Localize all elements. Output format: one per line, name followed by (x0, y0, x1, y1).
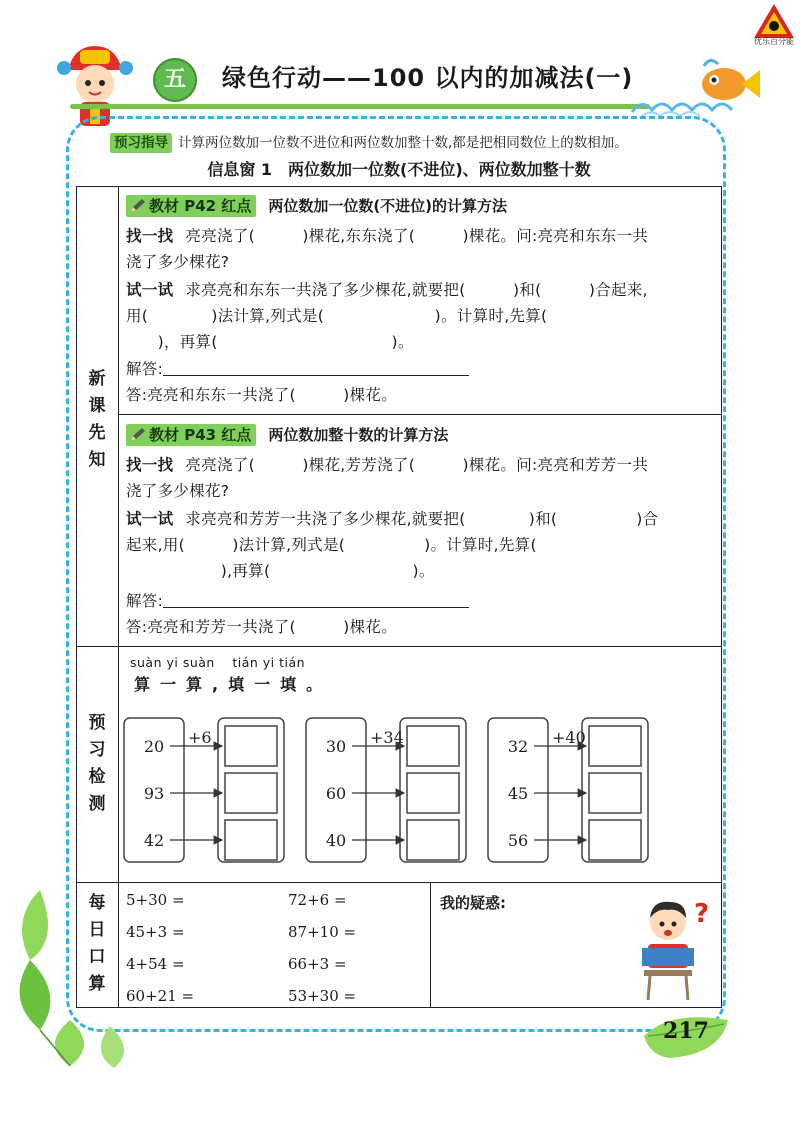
publisher-logo-text: 优乐百分能 (754, 37, 794, 46)
section2-header (126, 424, 448, 446)
input-number: 40 (325, 831, 347, 850)
task-pinyin: suàn yi suàn tián yi tián (130, 655, 306, 670)
answer-box[interactable] (407, 726, 459, 766)
row-divider (76, 882, 722, 883)
answer-box[interactable] (589, 820, 641, 860)
section1-solve: 解答: (126, 356, 716, 382)
pencil-icon (129, 198, 147, 214)
page-number: 217 (663, 1018, 709, 1044)
task-instruction: 算一算,填一填。 (134, 675, 333, 694)
leaves-decoration-icon (10, 830, 160, 1070)
oral-divider (430, 882, 431, 1008)
section1-answer: 答:亮亮和东东一共浇了( )棵花。 (126, 386, 398, 404)
input-number: 45 (507, 784, 529, 803)
answer-box[interactable] (225, 726, 277, 766)
section1-find: 找一找 亮亮浇了( )棵花,东东浇了( )棵花。问:亮亮和东东一共 浇了多少棵花? (126, 227, 649, 271)
section1-tag: 教材 P42 红点 (126, 195, 256, 217)
answer-line[interactable] (163, 359, 469, 376)
preview-tip-tag: 预习指导 (110, 133, 172, 153)
section2-tag: 教材 P43 红点 (126, 424, 256, 446)
pencil-icon (129, 427, 147, 443)
info-window-title: 信息窗 1 两位数加一位数(不进位)、两位数加整十数 (207, 160, 591, 179)
answer-box[interactable] (407, 773, 459, 813)
answer-box[interactable] (225, 820, 277, 860)
section1-try: 试一试 求亮亮和东东一共浇了多少棵花,就要把( )和( )合起来, 用( )法计算,列式是( )。计算时,先算( )，再算( )。 (126, 281, 648, 351)
answer-box[interactable] (225, 773, 277, 813)
oral-col1-item: 4+54 = (126, 955, 185, 973)
answer-box[interactable] (589, 726, 641, 766)
operation-label: +6 (188, 728, 212, 747)
input-number: 32 (507, 737, 529, 756)
side-label-daily-oral: 每 日 口 算 (88, 893, 106, 994)
answer-box[interactable] (407, 820, 459, 860)
input-number: 60 (325, 784, 347, 803)
answer-line[interactable] (163, 591, 469, 608)
my-doubt-label: 我的疑惑: (440, 894, 506, 912)
oral-col1-item: 45+3 = (126, 923, 185, 941)
side-label-preview-check: 预 习 检 测 (88, 713, 106, 814)
oral-col2-item: 87+10 = (288, 923, 357, 941)
input-number: 93 (143, 784, 165, 803)
input-number: 56 (507, 831, 529, 850)
section-divider (118, 414, 722, 415)
header-divider (70, 104, 650, 109)
section2-title: 两位数加整十数的计算方法 (268, 426, 449, 444)
section1-title: 两位数加一位数(不进位)的计算方法 (268, 197, 508, 215)
section2-try: 试一试 求亮亮和芳芳一共浇了多少棵花,就要把( )和( )合 起来,用( )法计算,列式是( )。计算时,先算( ),再算( )。 (126, 510, 659, 580)
question-mark-text: ? (694, 899, 710, 929)
addition-boxes (118, 700, 722, 880)
unit-title: 绿色行动——100 以内的加减法(一) (222, 64, 634, 92)
section2-answer: 答:亮亮和芳芳一共浇了( )棵花。 (126, 618, 398, 636)
preview-tip-text: 计算两位数加一位数不进位和两位数加整十数,都是把相同数位上的数相加。 (178, 135, 628, 151)
side-label-new-lesson: 新 课 先 知 (88, 369, 106, 470)
oral-col2-item: 53+30 = (288, 987, 357, 1005)
unit-number-badge: 五 (153, 58, 197, 102)
section2-solve: 解答: (126, 588, 716, 614)
reading-kid-icon (630, 894, 718, 1004)
oral-col1-item: 5+30 = (126, 891, 185, 909)
preview-tip (110, 133, 628, 153)
input-number: 30 (325, 737, 347, 756)
answer-box[interactable] (589, 773, 641, 813)
input-number: 42 (143, 831, 165, 850)
operation-label: +40 (552, 728, 586, 747)
operation-label: +34 (370, 728, 404, 747)
oral-col1-item: 60+21 = (126, 987, 195, 1005)
input-number: 20 (143, 737, 165, 756)
row-divider (76, 646, 722, 647)
section2-find: 找一找 亮亮浇了( )棵花,芳芳浇了( )棵花。问:亮亮和芳芳一共 浇了多少棵花? (126, 456, 649, 500)
oral-col2-item: 66+3 = (288, 955, 347, 973)
section1-header (126, 195, 507, 217)
oral-col2-item: 72+6 = (288, 891, 347, 909)
